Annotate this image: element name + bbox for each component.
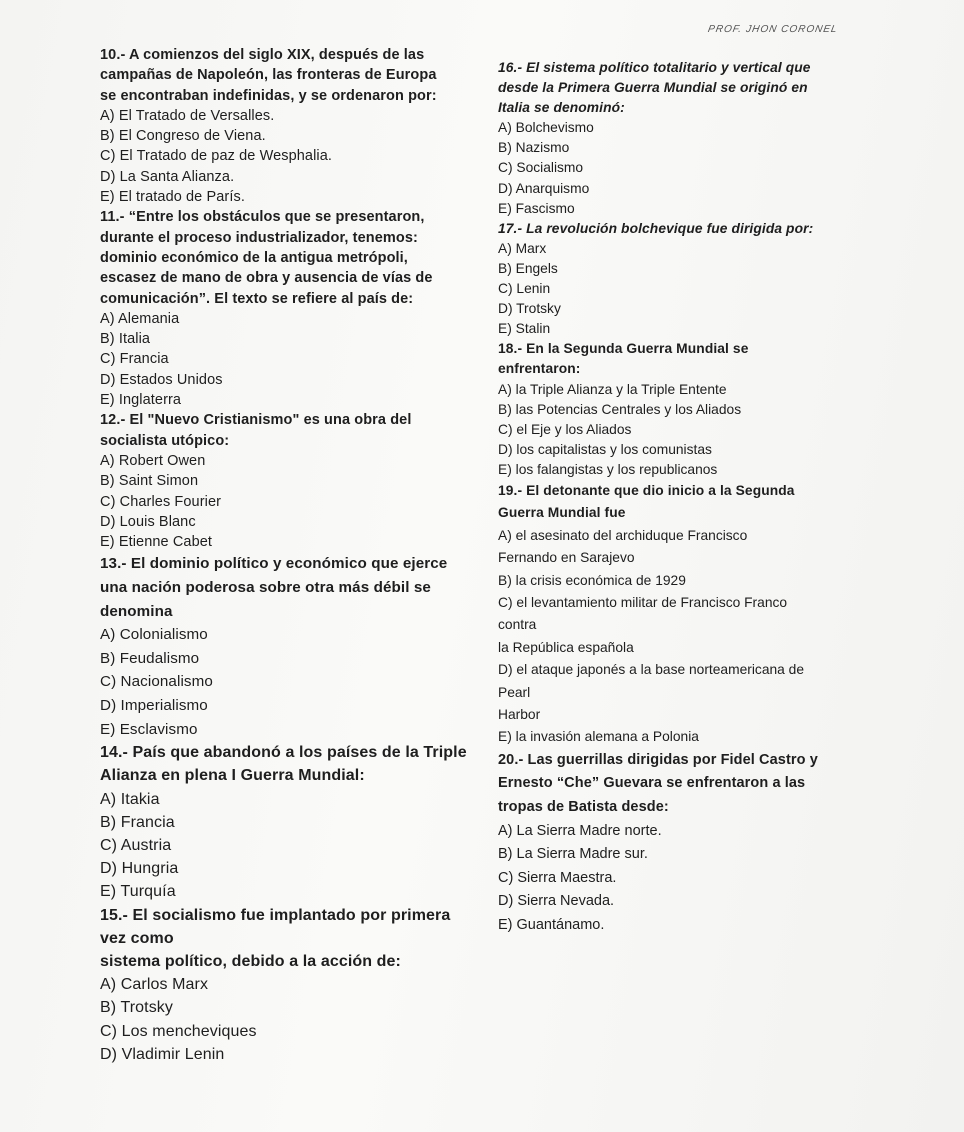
- question-10-option-a: A) El Tratado de Versalles.: [100, 107, 275, 124]
- question-14: [100, 741, 470, 903]
- question-13: [100, 552, 470, 741]
- question-18: [498, 339, 858, 480]
- question-12-text: 12.- El "Nuevo Cristianismo" es una obra del socialista utópico:: [100, 412, 412, 449]
- question-14-option-c: C) Austria: [100, 836, 172, 854]
- question-18-option-a: A) la Triple Alianza y la Triple Entente: [498, 381, 727, 397]
- question-16-option-b: B) Nazismo: [498, 140, 570, 156]
- question-19: [498, 480, 858, 749]
- question-11-option-a: A) Alemania: [100, 310, 180, 327]
- question-15-text: 15.- El socialismo fue implantado por primera vez como sistema político, debido a la acción de:: [100, 906, 451, 970]
- question-13-option-d: D) Imperialismo: [100, 696, 208, 714]
- question-11-option-b: B) Italia: [100, 331, 151, 348]
- right-column: [498, 58, 858, 938]
- question-20: [498, 749, 858, 938]
- question-11-text: 11.- “Entre los obstáculos que se presentaron, durante el proceso industrializador, tenemos: dominio económico de la antigua metrópoli, escasez de mano de obra y ausencia de vías de comunicación”. El texto se refiere al país de:: [100, 209, 433, 307]
- question-18-option-d: D) los capitalistas y los comunistas: [498, 441, 712, 457]
- question-18-option-c: C) el Eje y los Aliados: [498, 421, 632, 437]
- question-14-text: 14.- País que abandonó a los países de la Triple Alianza en plena I Guerra Mundial:: [100, 744, 467, 785]
- question-18-text: 18.- En la Segunda Guerra Mundial se enfrentaron:: [498, 341, 749, 377]
- question-12-option-d: D) Louis Blanc: [100, 513, 196, 530]
- question-19-text: 19.- El detonante que dio inicio a la Segunda Guerra Mundial fue: [498, 482, 795, 521]
- question-20-text: 20.- Las guerrillas dirigidas por Fidel Castro y Ernesto “Che” Guevara se enfrentaron a las tropas de Batista desde:: [498, 751, 818, 816]
- question-10-text: 10.- A comienzos del siglo XIX, después de las campañas de Napoleón, las fronteras de Europa se encontraban indefinidas, y se ordenaron por:: [100, 47, 437, 104]
- question-14-option-e: E) Turquía: [100, 883, 176, 901]
- question-14-option-b: B) Francia: [100, 813, 175, 831]
- question-16-text: 16.- El sistema político totalitario y vertical que desde la Primera Guerra Mundial se originó en Italia se denominó:: [498, 60, 811, 116]
- question-16-option-c: C) Socialismo: [498, 160, 584, 176]
- question-16-option-a: A) Bolchevismo: [498, 120, 594, 136]
- teacher-header: PROF. JHON CORONEL: [707, 24, 839, 35]
- question-20-option-c: C) Sierra Maestra.: [498, 869, 617, 886]
- question-20-option-a: A) La Sierra Madre norte.: [498, 822, 662, 839]
- question-17: [498, 219, 858, 340]
- question-10-option-e: E) El tratado de París.: [100, 189, 245, 206]
- question-11-option-d: D) Estados Unidos: [100, 371, 223, 388]
- question-11-option-e: E) Inglaterra: [100, 392, 182, 409]
- question-15-option-d: D) Vladimir Lenin: [100, 1045, 225, 1063]
- question-17-option-d: D) Trotsky: [498, 301, 561, 317]
- question-19-option-d: D) el ataque japonés a la base norteamericana de Pearl Harbor: [498, 662, 805, 723]
- question-17-option-e: E) Stalin: [498, 321, 551, 337]
- question-19-option-e: E) la invasión alemana a Polonia: [498, 729, 699, 745]
- question-17-text: 17.- La revolución bolchevique fue dirigida por:: [498, 220, 814, 236]
- question-15-option-b: B) Trotsky: [100, 999, 174, 1017]
- question-13-text: 13.- El dominio político y económico que ejerce una nación poderosa sobre otra más débil se denomina: [100, 555, 448, 620]
- question-10-option-d: D) La Santa Alianza.: [100, 168, 235, 185]
- question-15-option-c: C) Los mencheviques: [100, 1022, 257, 1040]
- question-16-option-e: E) Fascismo: [498, 200, 575, 216]
- question-18-option-b: B) las Potencias Centrales y los Aliados: [498, 401, 742, 417]
- question-13-option-a: A) Colonialismo: [100, 626, 208, 644]
- question-10-option-b: B) El Congreso de Viena.: [100, 128, 266, 145]
- question-18-option-e: E) los falangistas y los republicanos: [498, 461, 718, 477]
- question-12-option-e: E) Etienne Cabet: [100, 534, 213, 551]
- question-12: [100, 410, 470, 552]
- question-13-option-c: C) Nacionalismo: [100, 673, 213, 691]
- question-12-option-c: C) Charles Fourier: [100, 493, 222, 510]
- question-19-option-a: A) el asesinato del archiduque Francisco Fernando en Sarajevo: [498, 527, 748, 566]
- question-17-option-c: C) Lenin: [498, 281, 551, 297]
- question-20-option-d: D) Sierra Nevada.: [498, 893, 615, 910]
- question-11-option-c: C) Francia: [100, 351, 169, 368]
- question-15: [100, 904, 470, 1066]
- question-12-option-b: B) Saint Simon: [100, 473, 199, 490]
- question-10: [100, 45, 470, 207]
- question-14-option-a: A) Itakia: [100, 790, 160, 808]
- question-13-option-e: E) Esclavismo: [100, 720, 198, 738]
- question-16-option-d: D) Anarquismo: [498, 180, 590, 196]
- left-column: [100, 45, 470, 1066]
- question-12-option-a: A) Robert Owen: [100, 452, 206, 469]
- question-13-option-b: B) Feudalismo: [100, 649, 200, 667]
- question-19-option-b: B) la crisis económica de 1929: [498, 572, 686, 588]
- question-11: [100, 207, 470, 410]
- question-14-option-d: D) Hungria: [100, 860, 179, 878]
- question-17-option-b: B) Engels: [498, 260, 558, 276]
- question-15-option-a: A) Carlos Marx: [100, 976, 209, 994]
- question-20-option-b: B) La Sierra Madre sur.: [498, 846, 648, 863]
- question-19-option-c: C) el levantamiento militar de Francisco Franco contra la República española: [498, 595, 788, 655]
- question-16: [498, 58, 858, 219]
- question-20-option-e: E) Guantánamo.: [498, 917, 605, 933]
- question-17-option-a: A) Marx: [498, 240, 547, 256]
- question-10-option-c: C) El Tratado de paz de Wesphalia.: [100, 148, 333, 165]
